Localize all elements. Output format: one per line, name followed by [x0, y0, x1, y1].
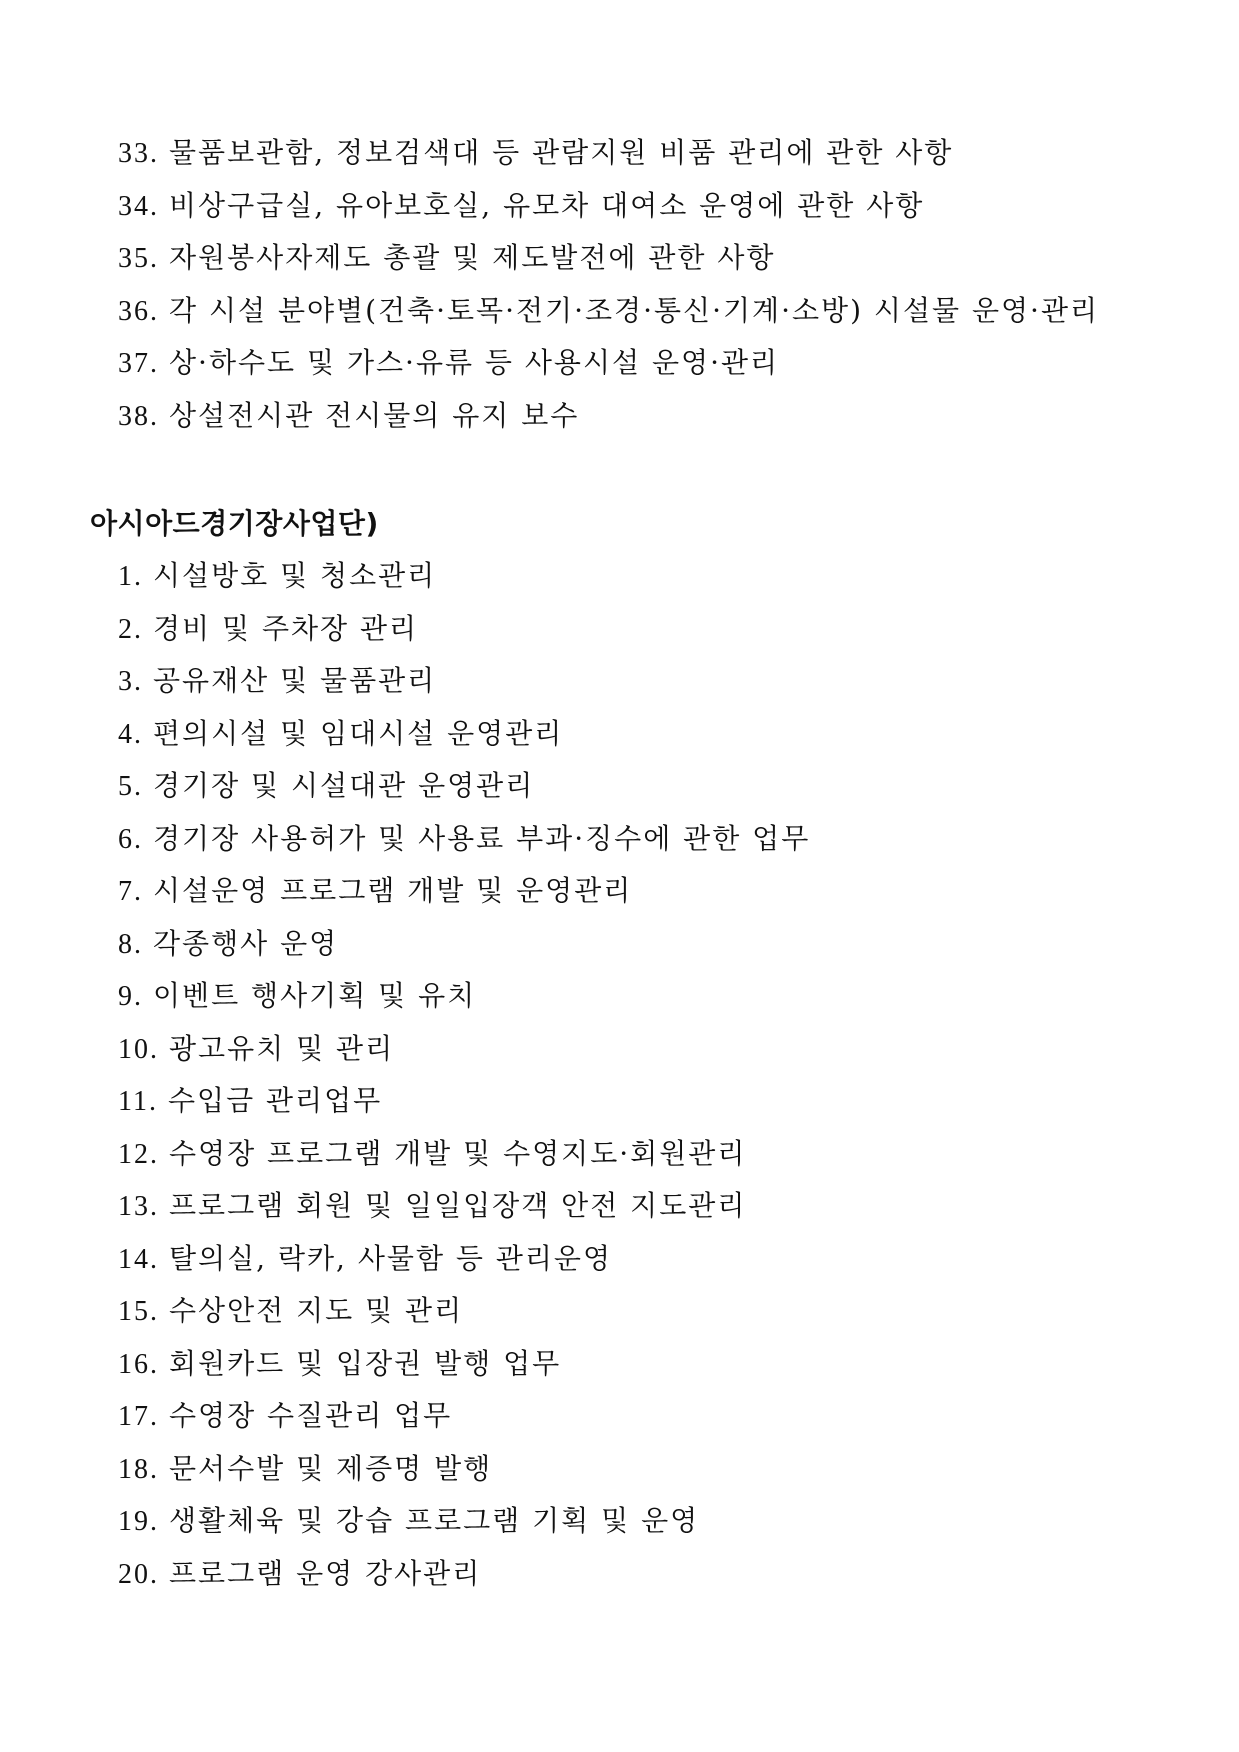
item-number: 11.	[118, 1086, 158, 1117]
list-item	[118, 1075, 810, 1128]
list-item	[118, 1233, 810, 1286]
list-item	[118, 603, 810, 656]
item-text: 경기장 사용허가 및 사용료 부과·징수에 관한 업무	[153, 821, 811, 855]
list-item	[118, 232, 1099, 285]
list-item	[118, 1180, 810, 1233]
list-item	[118, 655, 810, 708]
item-text: 각종행사 운영	[153, 926, 339, 960]
item-text: 각 시설 분야별(건축·토목·전기·조경·통신·기계·소방) 시설물 운영·관리	[169, 293, 1100, 327]
item-text: 회원카드 및 입장권 발행 업무	[169, 1346, 562, 1380]
list-item	[118, 337, 1099, 390]
list-item	[118, 1338, 810, 1391]
item-text: 비상구급실, 유아보호실, 유모차 대여소 운영에 관한 사항	[169, 188, 925, 222]
list-item	[118, 390, 1099, 443]
item-text: 수영장 프로그램 개발 및 수영지도·회원관리	[169, 1136, 747, 1170]
list-item	[118, 550, 810, 603]
item-text: 문서수발 및 제증명 발행	[169, 1451, 493, 1485]
list-item	[118, 708, 810, 761]
list-item	[118, 970, 810, 1023]
list-item	[118, 813, 810, 866]
list-item	[118, 1285, 810, 1338]
item-number: 1.	[118, 561, 143, 592]
item-text: 프로그램 회원 및 일일입장객 안전 지도관리	[169, 1189, 747, 1222]
list-item	[118, 918, 810, 971]
item-number: 18.	[118, 1453, 159, 1485]
list-item	[118, 1443, 810, 1496]
item-text: 광고유치 및 관리	[169, 1031, 395, 1065]
list-item	[118, 1495, 810, 1548]
item-number: 14.	[118, 1243, 159, 1275]
item-number: 16.	[118, 1348, 159, 1380]
item-number: 20.	[118, 1558, 159, 1590]
list-item	[118, 1023, 810, 1076]
item-number: 8.	[118, 928, 143, 960]
item-text: 수상안전 지도 및 관리	[169, 1294, 464, 1327]
item-number: 15.	[118, 1296, 159, 1327]
list-item	[118, 127, 1099, 180]
item-number: 19.	[118, 1506, 159, 1537]
item-text: 상설전시관 전시물의 유지 보수	[169, 398, 580, 432]
item-text: 물품보관함, 정보검색대 등 관람지원 비품 관리에 관한 사항	[169, 136, 954, 169]
list-item	[118, 1128, 810, 1181]
list-item	[118, 1390, 810, 1443]
item-number: 2.	[118, 613, 143, 645]
item-number: 12.	[118, 1138, 159, 1170]
item-text: 시설방호 및 청소관리	[153, 559, 437, 592]
item-number: 13.	[118, 1191, 159, 1222]
item-text: 편의시설 및 임대시설 운영관리	[153, 716, 564, 750]
item-text: 시설운영 프로그램 개발 및 운영관리	[153, 874, 633, 907]
list-item	[118, 1548, 810, 1601]
item-text: 이벤트 행사기획 및 유치	[153, 979, 477, 1012]
section-heading: 아시아드경기장사업단)	[90, 507, 379, 540]
item-number: 35.	[118, 243, 159, 274]
item-number: 4.	[118, 718, 143, 750]
continued-duty-list	[118, 127, 1099, 442]
item-number: 34.	[118, 190, 159, 222]
item-number: 33.	[118, 138, 159, 169]
item-number: 17.	[118, 1401, 159, 1432]
item-number: 37.	[118, 348, 159, 379]
item-text: 수영장 수질관리 업무	[169, 1399, 453, 1432]
item-text: 경비 및 주차장 관리	[153, 611, 419, 645]
item-text: 자원봉사자제도 총괄 및 제도발전에 관한 사항	[169, 241, 776, 274]
item-text: 생활체육 및 강습 프로그램 기획 및 운영	[169, 1504, 700, 1537]
list-item	[118, 180, 1099, 233]
list-item	[118, 285, 1099, 338]
section-duty-list	[118, 550, 810, 1600]
list-item	[118, 760, 810, 813]
item-number: 36.	[118, 295, 159, 327]
item-number: 6.	[118, 823, 143, 855]
item-number: 5.	[118, 771, 143, 802]
item-text: 탈의실, 락카, 사물함 등 관리운영	[169, 1241, 613, 1275]
list-item	[118, 865, 810, 918]
item-text: 수입금 관리업무	[167, 1084, 383, 1117]
item-text: 상·하수도 및 가스·유류 등 사용시설 운영·관리	[169, 346, 780, 379]
item-number: 10.	[118, 1033, 159, 1065]
item-text: 경기장 및 시설대관 운영관리	[153, 769, 535, 802]
item-number: 38.	[118, 400, 159, 432]
item-number: 9.	[118, 981, 143, 1012]
item-text: 프로그램 운영 강사관리	[169, 1556, 482, 1590]
item-number: 3.	[118, 666, 143, 697]
item-number: 7.	[118, 876, 143, 907]
item-text: 공유재산 및 물품관리	[153, 664, 437, 697]
